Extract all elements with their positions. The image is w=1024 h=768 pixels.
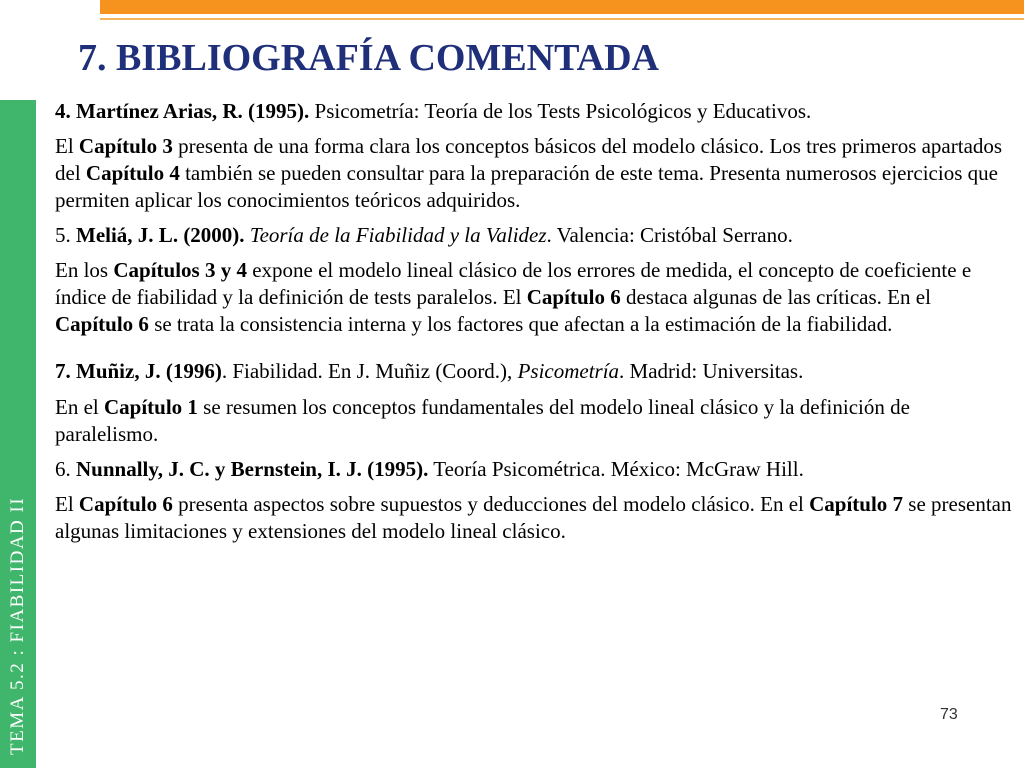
text-run: presenta aspectos sobre supuestos y deducciones del modelo clásico. En el bbox=[172, 492, 810, 516]
text-run: En los bbox=[55, 258, 114, 282]
text-run: . Valencia: Cristóbal Serrano. bbox=[546, 223, 793, 247]
ref-2-comment bbox=[55, 257, 1013, 338]
text-run: Capítulo 6 bbox=[55, 312, 149, 336]
text-run: presenta de una forma clara los conceptos básicos del modelo clásico. Los tres primeros apartados del bbox=[55, 134, 1003, 185]
ref-3-citation bbox=[55, 354, 1013, 388]
text-run: Meliá, J. L. (2000). bbox=[76, 223, 245, 247]
text-run: Teoría de la Fiabilidad y la Validez bbox=[249, 223, 547, 247]
bibliography-content bbox=[55, 98, 1013, 553]
text-run: Nunnally, J. C. y Bernstein, I. J. (1995). bbox=[76, 457, 429, 481]
text-run: se presentan algunas limitaciones y extensiones del modelo lineal clásico. bbox=[55, 492, 1012, 543]
text-run: Teoría Psicométrica. México: McGraw Hill. bbox=[428, 457, 804, 481]
text-run: Capítulo 6 bbox=[78, 492, 173, 516]
text-run: . Fiabilidad. En J. Muñiz (Coord.), bbox=[221, 359, 518, 383]
text-run: Capítulo 1 bbox=[103, 395, 198, 419]
ref-1-comment bbox=[55, 133, 1013, 214]
text-run: 5. bbox=[55, 223, 76, 247]
text-run: 4. Martínez Arias, R. (1995). bbox=[55, 99, 310, 123]
text-run: Psicometría bbox=[517, 359, 620, 383]
ref-4-citation bbox=[55, 456, 1013, 483]
text-run: Psicometría: Teoría de los Tests Psicológicos y Educativos. bbox=[309, 99, 812, 123]
ref-3-comment bbox=[55, 394, 1013, 448]
ref-4-comment bbox=[55, 491, 1013, 545]
text-run: también se pueden consultar para la preparación de este tema. Presenta numerosos ejercicios que permiten aplicar los conocimientos teóricos adquiridos. bbox=[55, 161, 998, 212]
text-run: Capítulo 7 bbox=[809, 492, 904, 516]
text-run: 6. bbox=[55, 457, 76, 481]
text-run: 7. Muñiz, J. (1996) bbox=[55, 359, 222, 383]
text-run: destaca algunas de las críticas. En el bbox=[620, 285, 931, 309]
text-run: El bbox=[55, 492, 79, 516]
side-label: TEMA 5.2 : FIABILIDAD II bbox=[7, 496, 28, 755]
text-run: Capítulo 3 bbox=[78, 134, 173, 158]
ref-2-citation bbox=[55, 222, 1013, 249]
text-run: Capítulo 4 bbox=[85, 161, 180, 185]
text-run: expone el modelo lineal clásico de los errores de medida, el concepto de coeficiente e índice de fiabilidad y la definición de tests paralelos. El bbox=[55, 258, 972, 309]
page-title: 7. BIBLIOGRAFÍA COMENTADA bbox=[78, 37, 659, 79]
top-accent-line bbox=[100, 18, 1024, 20]
text-run: Capítulos 3 y 4 bbox=[113, 258, 247, 282]
text-run: . Madrid: Universitas. bbox=[619, 359, 804, 383]
text-run: se trata la consistencia interna y los factores que afectan a la estimación de la fiabilidad. bbox=[148, 312, 893, 336]
text-run: Capítulo 6 bbox=[526, 285, 621, 309]
top-accent-bar bbox=[100, 0, 1024, 14]
text-run: se resumen los conceptos fundamentales del modelo lineal clásico y la definición de paralelismo. bbox=[55, 395, 910, 446]
text-run: En el bbox=[55, 395, 104, 419]
text-run: El bbox=[55, 134, 79, 158]
page-number: 73 bbox=[940, 706, 958, 723]
ref-1-citation bbox=[55, 98, 1013, 125]
